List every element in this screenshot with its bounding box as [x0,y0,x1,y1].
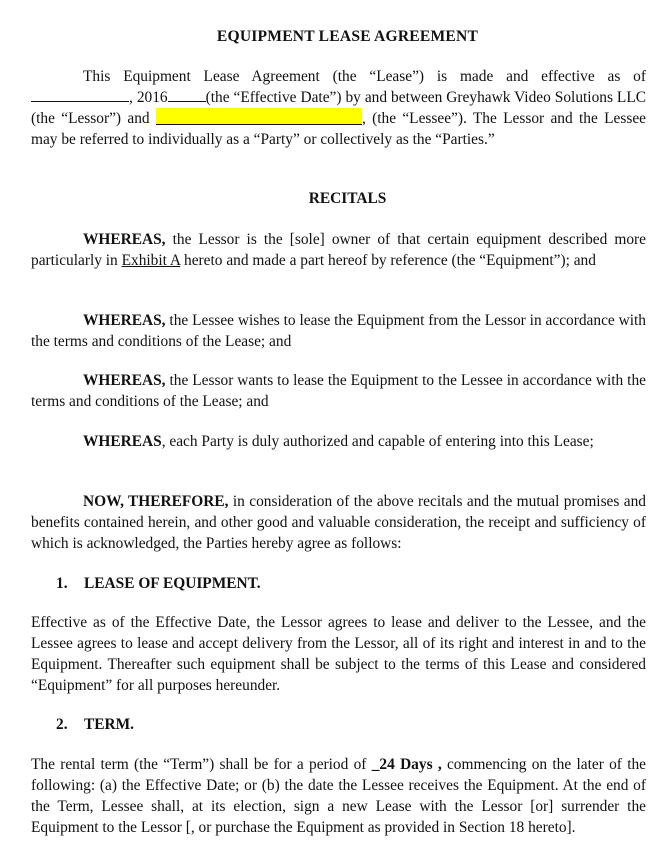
section-1-number: 1. [56,575,68,592]
recital-1 [31,229,646,271]
recital-1-text-b: hereto and made a part hereof by reference (the “Equipment”); and [180,252,596,269]
intro-paragraph [31,66,646,150]
intro-year: , 2016 [129,89,168,106]
recital-1-text-a: the Lessor is the [sole] owner of that certain equipment described more particularly in [31,231,646,269]
now-therefore-lead: NOW, THEREFORE, [83,493,229,510]
recital-2-text: the Lessee wishes to lease the Equipment from the Lessor in accordance with the terms and conditions of the Lease; and [31,312,646,350]
recital-4-text: , each Party is duly authorized and capable of entering into this Lease; [161,433,594,450]
section-2-title: TERM. [84,716,135,733]
recital-4 [31,431,646,452]
section-1-body: Effective as of the Effective Date, the Lessor agrees to lease and deliver to the Lessee, and the Lessee agrees to lease and accept delivery from the Lessor, all of its right and interest in and to the Equipment. Thereafter such equipment shall be subject to the terms of this Lease and considered “Equipment” for all purposes hereunder. [31,614,646,694]
section-2-heading [56,714,134,735]
section-2-body [31,754,646,838]
exhibit-a-link[interactable]: Exhibit A [121,252,181,269]
lessee-name-highlighted-field[interactable] [156,108,362,125]
recital-1-lead: WHEREAS, [83,231,166,248]
section-2-text-a: The rental term (the “Term”) shall be for a period of [31,756,372,773]
recital-3 [31,370,646,412]
section-2-number: 2. [56,716,68,733]
intro-text-1: This Equipment Lease Agreement (the “Lease”) is made and effective as of [83,68,646,85]
section-1-heading [56,573,261,594]
intro-text-3: , (the “Lessee”). The Lessor and the Lessee may be referred to individually as a “Party” or collectively as the “Parties.” [31,110,647,148]
date-blank-field[interactable] [31,87,129,102]
date-blank-field-2[interactable] [168,87,206,102]
recitals-heading: RECITALS [308,190,387,207]
recital-2-lead: WHEREAS, [83,312,166,329]
recital-3-lead: WHEREAS, [83,372,166,389]
recital-3-text: the Lessor wants to lease the Equipment to the Lessee in accordance with the terms and conditions of the Lease; and [31,372,646,410]
recital-4-lead: WHEREAS [83,433,162,450]
now-therefore-paragraph [31,491,646,554]
recital-2 [31,310,646,352]
section-2-text-b: commencing on the later of the following: (a) the Effective Date; or (b) the date the Lessee receives the Equipment. At the end of the Term, Lessee shall, at its election, sign a new Lease with the Lessor [or] surrender the Equipment to the Lessor [, or purchase the Equipment as provided in Section 18 hereto]. [31,756,646,836]
document-title: EQUIPMENT LEASE AGREEMENT [216,28,479,45]
intro-text-2: (the “Effective Date”) by and between Greyhawk Video Solutions LLC (the “Lessor”) and [31,89,646,127]
section-1-title: LEASE OF EQUIPMENT. [84,575,261,592]
term-value: _24 Days , [371,756,442,773]
now-therefore-text: in consideration of the above recitals and the mutual promises and benefits contained herein, and other good and valuable consideration, the receipt and sufficiency of which is acknowledged, the Parties hereby agree as follows: [31,493,646,552]
